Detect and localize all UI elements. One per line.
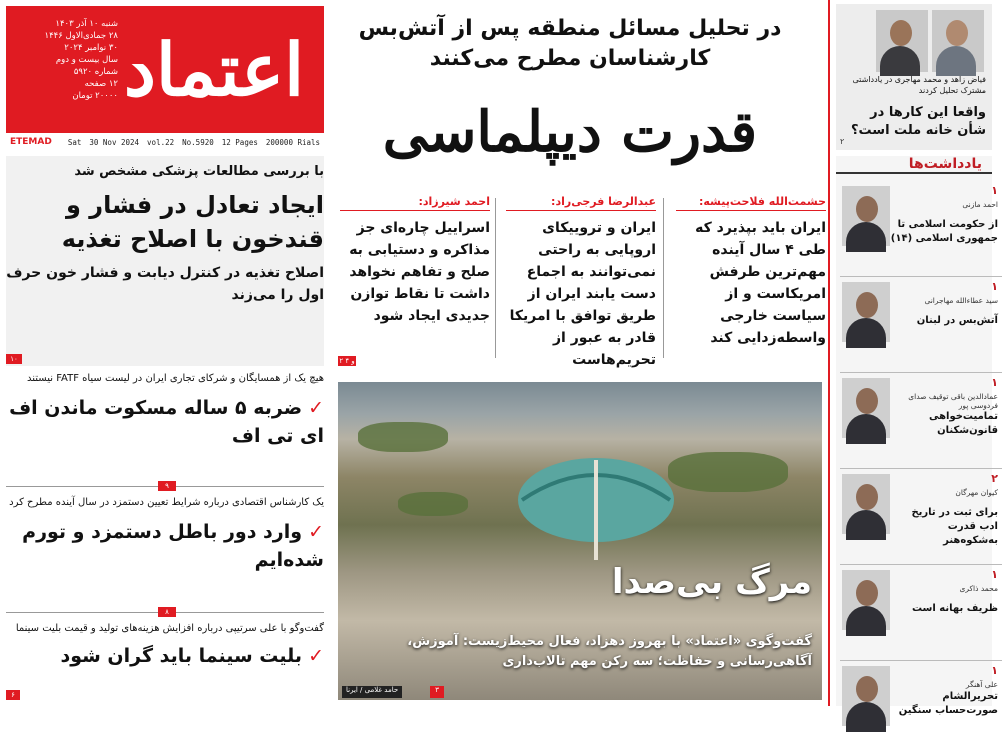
photo-page-badge: ۳ bbox=[430, 686, 444, 698]
note-title: ظریف بهانه است bbox=[911, 603, 998, 614]
columnists-page-badge: ۲ و ۴ bbox=[339, 357, 355, 365]
grass-patch bbox=[358, 422, 448, 452]
lead-kicker-line-2: کارشناسان مطرح می‌کنند bbox=[429, 46, 711, 71]
note-page: ۱ bbox=[991, 376, 998, 389]
issue-date-gregorian: ۳۰ نوامبر ۲۰۲۴ bbox=[64, 43, 118, 53]
wage-story-headline: وارد دور باطل دستمزد و تورم شده‌ایم bbox=[22, 521, 324, 571]
check-icon: ✓ bbox=[308, 521, 324, 543]
wetland-photo[interactable] bbox=[338, 382, 822, 700]
note-title: تمامیت‌خواهی قانون‌شکنان bbox=[928, 411, 998, 436]
note-item[interactable] bbox=[840, 564, 1002, 661]
person-face bbox=[890, 20, 912, 46]
author-photo bbox=[842, 282, 890, 342]
issue-info bbox=[18, 18, 118, 102]
wage-story[interactable] bbox=[6, 496, 324, 574]
parliament-story-kicker: فیاض زاهد و محمد مهاجری در یادداشتی مشترک تحلیل کردند bbox=[852, 75, 986, 95]
notes-title: یادداشت‌ها bbox=[836, 156, 992, 174]
lead-kicker-line-1: در تحلیل مسائل منطقه پس از آتش‌بس bbox=[358, 16, 782, 41]
note-page: ۱ bbox=[991, 568, 998, 581]
note-page: ۱ bbox=[991, 664, 998, 677]
parliament-story-headline: واقعا این کارها در شأن خانه ملت است؟ bbox=[850, 105, 986, 138]
cinema-story-page-badge: ۶ bbox=[6, 690, 20, 700]
health-story-page-badge: ۱۰ bbox=[6, 354, 22, 364]
pages-latin: 12 Pages bbox=[221, 137, 258, 147]
grass-patch bbox=[668, 452, 788, 492]
author-photo bbox=[842, 186, 890, 246]
author-photo bbox=[842, 378, 890, 438]
fatf-story-page-badge: ۹ bbox=[158, 481, 176, 491]
fatf-story[interactable] bbox=[6, 372, 324, 450]
author-photo bbox=[842, 570, 890, 630]
photo-credit: حامد غلامی / ایرنا bbox=[342, 686, 402, 698]
photo-subtitle: گفت‌وگوی «اعتماد» با بهروز دهزاد، فعال محیط‌زیست: آموزش، آگاهی‌رسانی و حفاظت؛ سه رکن مهم تالاب‌داری bbox=[407, 634, 812, 669]
note-item[interactable] bbox=[840, 372, 1002, 469]
health-story-headline: ایجاد تعادل در فشار و قندخون با اصلاح تغذیه bbox=[61, 191, 324, 253]
latin-info-bar bbox=[6, 131, 324, 151]
price-latin: 200000 Rials bbox=[265, 137, 321, 147]
note-author: عمادالدین باقی توقیف صدای فردوسی پور bbox=[908, 392, 998, 410]
columnist-author: عبدالرضا فرجی‌راد: bbox=[506, 195, 656, 211]
column-divider bbox=[663, 198, 664, 358]
cinema-story-kicker: گفت‌وگو با علی سرتیپی درباره افزایش هزینه‌های تولید و قیمت بلیت سینما bbox=[15, 623, 324, 634]
photo-title: مرگ بی‌صدا bbox=[611, 562, 812, 602]
masthead bbox=[6, 6, 324, 151]
check-icon: ✓ bbox=[308, 397, 324, 419]
note-title: آتش‌بس در لبنان bbox=[916, 315, 998, 326]
lead-kicker bbox=[340, 14, 800, 74]
columnist-text: اسراییل چاره‌ای جز مذاکره و دستیابی به صلح و تفاهم نخواهد داشت تا نقاط توازن جدیدی ایجاد شود bbox=[349, 220, 490, 324]
note-title: از حکومت اسلامی تا جمهوری اسلامی (۱۴) bbox=[890, 219, 998, 244]
issue-year: سال بیست و دوم bbox=[55, 55, 118, 65]
columnist-3[interactable] bbox=[340, 195, 490, 327]
columnist-author: احمد شیرزاد: bbox=[340, 195, 490, 211]
author-photo bbox=[842, 474, 890, 534]
person-photo bbox=[876, 10, 928, 72]
issue-date: شنبه ۱۰ آذر ۱۴۰۳ bbox=[55, 19, 118, 29]
wage-story-page-badge: ۸ bbox=[158, 607, 176, 617]
newspaper-logo[interactable]: اعتماد bbox=[123, 27, 305, 112]
note-title: تحریرالشام صورت‌حساب سنگین bbox=[898, 691, 998, 716]
note-title: برای ثبت در تاریخ ادب قدرت به‌شکوه‌هنر bbox=[911, 507, 998, 546]
parliament-story-box[interactable] bbox=[836, 4, 992, 150]
columnist-text: ایران باید بپذیرد که طی ۴ سال آینده مهم‌ترین طرفش امریکاست و از سیاست خارجی واسطه‌زدایی کند bbox=[695, 220, 826, 346]
right-column-rule bbox=[828, 0, 830, 706]
note-author: کیوان مهرگان bbox=[955, 488, 998, 497]
brand-latin: ETEMAD bbox=[10, 137, 52, 147]
author-photo bbox=[842, 666, 890, 726]
note-author: سید عطاءالله مهاجرانی bbox=[924, 296, 998, 305]
note-item[interactable] bbox=[840, 468, 1002, 565]
cinema-story-headline: بلیت سینما باید گران شود bbox=[60, 645, 303, 667]
boat-hull-illustration bbox=[516, 440, 676, 560]
person-body bbox=[880, 46, 920, 76]
issue-price: ۲۰۰۰۰ تومان bbox=[72, 91, 118, 101]
issue-date-hijri: ۲۸ جمادی‌الاول ۱۴۴۶ bbox=[44, 31, 118, 41]
columnist-2[interactable] bbox=[506, 195, 656, 371]
note-author: محمد ذاکری bbox=[959, 584, 998, 593]
note-author: احمد مازنی bbox=[962, 200, 998, 209]
parliament-story-page: ۲ bbox=[840, 137, 845, 146]
boat-rudder bbox=[594, 460, 598, 560]
fatf-story-headline: ضربه ۵ ساله مسکوت ماندن اف ای تی اف bbox=[9, 397, 324, 447]
note-item[interactable] bbox=[840, 180, 1002, 277]
note-page: ۱ bbox=[991, 280, 998, 293]
fatf-story-kicker: هیچ یک از همسایگان و شرکای تجاری ایران در لیست سیاه FATF نیستند bbox=[27, 373, 324, 384]
person-photo bbox=[932, 10, 984, 72]
number-latin: No.5920 bbox=[182, 137, 214, 147]
health-story-sub: اصلاح تغذیه در کنترل دیابت و فشار خون حرف اول را می‌زند bbox=[6, 265, 324, 303]
note-author: علی آهنگر bbox=[965, 680, 998, 689]
note-page: ۱ bbox=[991, 184, 998, 197]
columnist-1[interactable] bbox=[676, 195, 826, 349]
columnist-author: حشمت‌الله فلاحت‌پیشه: bbox=[676, 195, 826, 211]
person-face bbox=[946, 20, 968, 46]
note-item[interactable] bbox=[840, 660, 1002, 716]
lead-headline[interactable]: قدرت دیپلماسی bbox=[382, 99, 758, 165]
issue-pages: ۱۲ صفحه bbox=[84, 79, 118, 89]
grass-patch bbox=[398, 492, 468, 516]
note-page: ۲ bbox=[991, 472, 998, 485]
volume-latin: vol.22 bbox=[147, 137, 175, 147]
check-icon: ✓ bbox=[308, 645, 324, 667]
weekday-latin: Sat bbox=[67, 137, 82, 147]
issue-number: شماره ۵۹۲۰ bbox=[73, 67, 118, 77]
wage-story-kicker: یک کارشناس اقتصادی درباره شرایط تعیین دستمزد در سال آینده مطرح کرد bbox=[9, 497, 324, 508]
column-divider bbox=[495, 198, 496, 358]
cinema-story[interactable] bbox=[6, 622, 324, 670]
health-story-kicker: با بررسی مطالعات پزشکی مشخص شد bbox=[74, 164, 324, 179]
note-item[interactable] bbox=[840, 276, 1002, 373]
columnist-text: ایران و تروییکای اروپایی به راحتی نمی‌توانند به اجماع دست یابند ایران از طریق توافق با امریکا قادر به عبور از تحریم‌هاست bbox=[509, 220, 656, 368]
date-latin: 30 Nov 2024 bbox=[89, 137, 140, 147]
health-story bbox=[6, 162, 324, 306]
person-body bbox=[936, 46, 976, 76]
